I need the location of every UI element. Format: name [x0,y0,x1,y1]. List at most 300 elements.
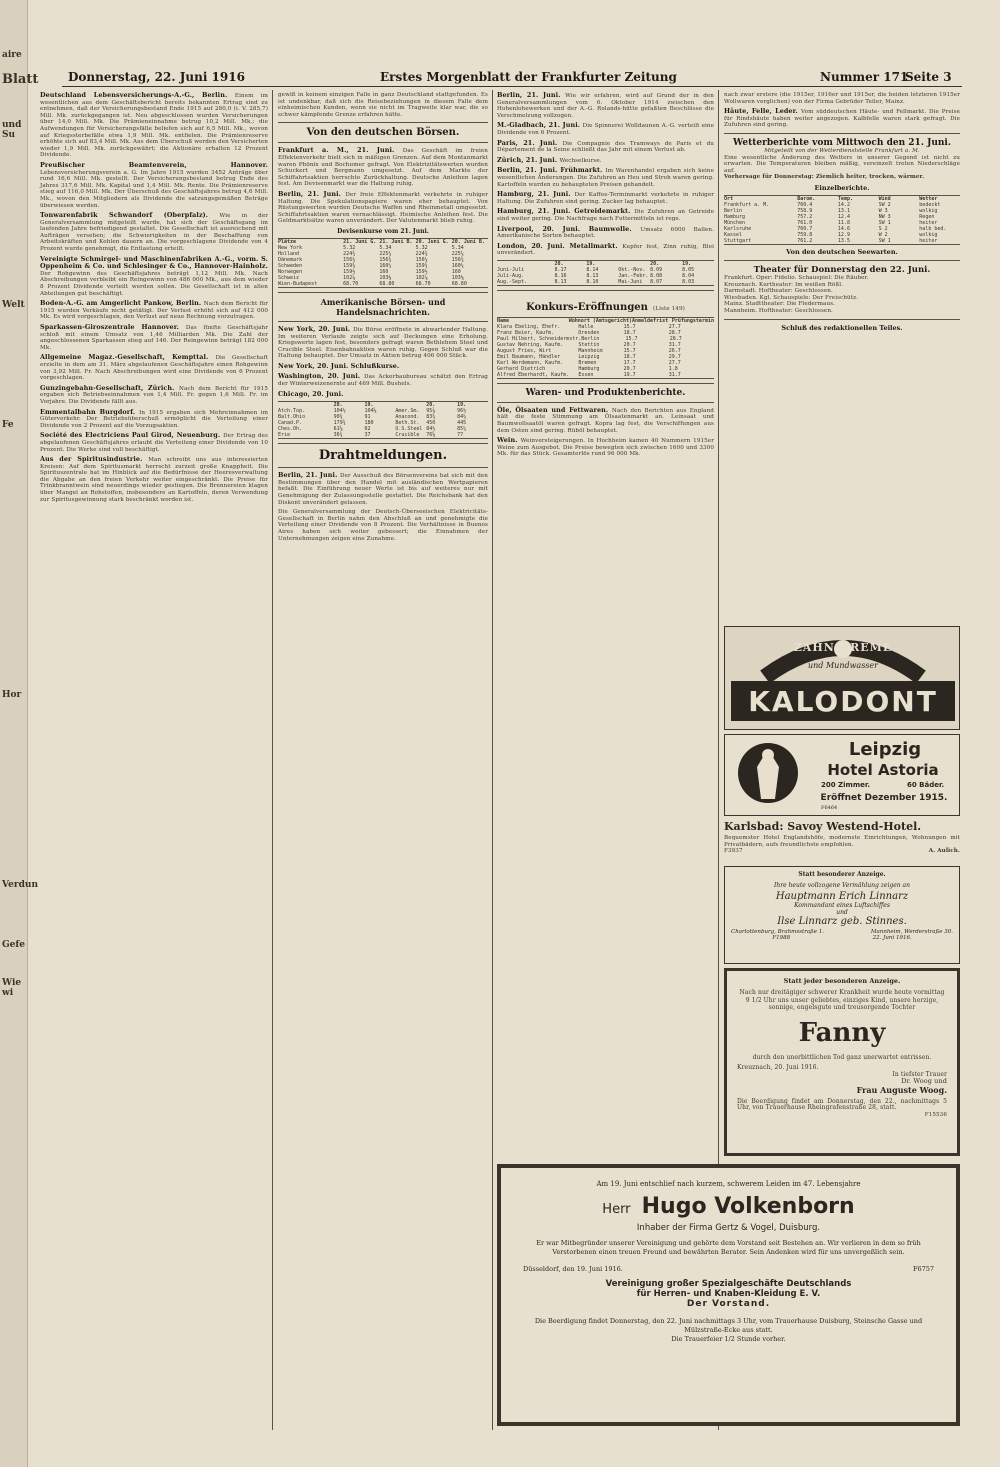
weather-obs-cell: SW 1 [878,219,891,226]
konkurs-cell: Hamburg [578,365,600,372]
konkurs-cell: 1.8 [668,365,678,372]
nyc-cell: 76⅝ [426,432,436,439]
market-report-body: Der Kaffee-Terminmarkt verkehrte in ruhiger Haltung. Die Zufuhren sind gering. Zucker lag behauptet. [497,192,715,205]
article-body: Lebensversicherungsverein a. G. Im Jahre 1915 wurden 3452 Anträge über rund 16,6 Mill. Mk. gestellt. Der Versicherungsbestand betrug Ende des Jahres 317,6 Mill. Mk. Kapital und 1,4 Mill. Mk. Rente. Die Prämienreserve stieg auf 116,0 Mill. Mk. Der Überschuß des Geschäftsjahres betrug 4,6 Mill. Mk., wovon den Mitgliedern als Dividende die satzungsgemäßen Beträge überwiesen werden. [40,169,268,209]
devisen-cell: 156¼ [343,256,356,263]
weather-obs-cell: bedeckt [919,201,941,208]
market-report-body: Kupfer fest, Zinn ruhig, Blei unverändert. [497,243,714,257]
weather-obs-cell: 758.9 [797,207,813,214]
article [40,162,268,209]
fanny-code: F15536 [924,1111,947,1118]
nyc-cell: 19. [457,402,467,409]
weather-obs-cell: 13.5 [837,237,850,244]
amerika-report [278,326,488,360]
konkurs-cell: Name [497,317,510,324]
weather-obs-cell: München [724,219,746,226]
devisen-cell: 5.34 [379,244,392,251]
devisen-cell: 102⅞ [343,274,356,281]
amerika-report-heading: New York, 20. Juni. Schlußkurse. [278,361,400,370]
waren-report-heading: Wein. [497,436,521,445]
astoria-baths: 60 Bäder. [907,781,945,789]
market-report-body: Die Zufuhren an Getreide sind weiter gering. Die Nachfrage nach Futtermitteln ist rege. [497,209,714,222]
market-report-body: Wie wir erfahren, wird auf Grund der in den Generalversammlungen vom 6. Oktober 1914 zwischen den Hohenlohewerken und der A.-G. Rolands-hütte gefaßten Beschlüsse die Verschmelzung vollzogen. [497,93,714,119]
karlsbad-code: F3937 [724,848,743,855]
wedding-code: F1988 [772,935,791,941]
drahtmeldung-body: Die Generalversammlung der Deutsch-Überseeischen Elektricitäts-Gesellschaft in Berlin nahm den Abschluß an und genehmigte die Verteilung einer Dividende von 8 Prozent. Die Verhältnisse in Buenos Aires haben sich weiter gebessert; die Einnahmen der Unternehmungen zeigen eine Zunahme. [278,509,488,542]
drahtmeldung [278,509,488,542]
article-heading: Vereinigte Schmirgel- und Maschinenfabriken A.-G., vorm. S. Oppenheim & Co. und Schlesinger & Co., Hannover-Hainholz. [40,254,268,271]
article-body: Die Gesellschaft erzielte in dem am 31. März abgelaufenen Geschäftsjahre einen Rohgewinn von 3,92 Mill. Fr. Nach Abschreibungen wird eine Dividende von 6 Prozent vorgeschlagen. [40,355,268,382]
devisen-cell: Schweden [278,262,303,269]
cotton-cell: 20. [554,260,564,267]
waren-report [497,437,714,458]
cotton-cell: 19. [682,260,692,267]
market-report-body: Vom süddeutschen Häute- und Fellmarkt. Die Preise für Rindshäute haben weiter angezogen. Kalbfelle waren stark gefragt. Die Zufuhren sind gering. [724,109,961,129]
konkurs-note: (Liste 149) [653,305,685,312]
cotton-cell: 8.10 [586,278,599,285]
amerika-report-heading: Washington, 20. Juni. [278,372,364,381]
konkurs-cell: Mannheim [578,347,603,354]
amerika-report-heading: New York, 20. Juni. [278,324,354,333]
konkurs-cell: Leipzig [578,353,600,360]
article-heading: Sparkassen-Giroszentrale Hannover. [40,323,186,331]
seewarten-title: Von den deutschen Seewarten. [786,247,898,256]
article-heading: Boden-A.-G. am Amgerlicht Pankow, Berlin. [40,299,204,308]
devisen-cell: 159¾ [343,262,356,269]
boersen-report-heading: Frankfurt a. M., 21. Juni. [278,146,403,155]
volkenborn-code: F6757 [912,1265,934,1273]
volkenborn-header: Am 19. Juni entschlief nach kurzem, schwerem Leiden im 47. Lebensjahre [596,1180,861,1188]
nyc-cell: 61⅝ [333,426,343,433]
weather-obs-cell: 759.8 [797,231,813,238]
market-report-heading: Zürich, 21. Juni. [497,155,560,164]
cotton-quotes-table [497,260,714,286]
market-report [724,108,960,129]
article-body: Der Ertrag des abgelaufenen Geschäftsjahres erlaubt die Verteilung einer Dividende von 10 Prozent. Die Werke sind voll beschäftigt. [40,433,268,453]
cotton-cell: 8.08 [650,272,663,279]
amerika-report-body: Die Börse eröffnete in abwartender Haltung. Im weiteren Verlaufe zeigte sich auf Deckungen eine Erholung. Kriegswerte lagen fest, besonders gefragt waren Bethlehem Steel und Crucible Steel. Eisenbahnaktien waren ruhig. Gegen Schluß war die Haltung behauptet. Der Umsatz in Aktien betrug 406 000 Stück. [278,326,488,360]
devisen-cell: Schweiz [278,274,300,281]
volkenborn-role: Inhaber der Firma Gertz & Vogel, Duisburg. [636,1223,821,1233]
wedding-announcement [724,866,960,964]
market-report-heading: Hamburg, 21. Juni. Getreidemarkt. [497,207,635,216]
column-divider [272,90,273,1430]
cotton-cell: Juli-Aug. [497,272,525,279]
kalodont-ad [724,626,960,730]
column-divider [492,90,493,1430]
konkurs-cell: August Fries, Wirt [497,347,552,354]
article [40,300,268,321]
devisen-cell: Wien-Budapest [278,280,318,287]
market-report [497,191,714,205]
market-report-heading: Hamburg, 21. Juni. [497,190,575,199]
weather-obs-cell: 14.6 [837,225,850,232]
konkurs-cell: Wohnort (Amtsgericht) [568,317,632,324]
konkurs-cell: Anmeldefrist [631,317,669,324]
karlsbad-headline: Karlsbad: Savoy Westend-Hotel. [724,820,922,833]
astoria-rooms: 200 Zimmer. [821,781,870,789]
devisen-cell: 156¾ [451,256,464,263]
fanny-header: Statt jeder besonderen Anzeige. [783,977,901,985]
weather-obs-cell: 761.0 [797,219,813,226]
article-body: Wie in der Generalversammlung mitgeteilt wurde, hat sich der Geschäftsgang im laufenden Jahre befriedigend gestaltet. Die Gesellschaft ist ausreichend mit Aufträgen versehen; die Schwierigkeiten in der Beschaffung von Arbeitskräften und Kohlen dauern an. Die vorgeschlagene Dividende von 4 Prozent wurde genehmigt, die Entlastung erteilt. [40,213,269,253]
article-heading: Aus der Spiritusindustrie. [40,455,149,464]
weather-obs-cell: 14.2 [837,201,850,208]
konkurs-cell: Paul Hilbert, Schneidermstr. [497,335,582,342]
nyc-cell: Beth.St. [395,420,420,427]
drahtmeldung [278,472,488,506]
weather-obs-cell: Ort [724,195,734,202]
nyc-cell: 85¼ [457,426,467,433]
konkurs-cell: 27.7 [668,323,681,330]
nyc-cell: 20. [333,402,343,409]
article [40,432,268,453]
weather-forecast: Vorhersage für Donnerstag: Ziemlich heiter, trocken, wärmer. [724,174,925,181]
wedding-line1: Ihre heute vollzogene Vermählung zeigen an [774,882,910,889]
wedding-line2: Kommandant eines Luftschiffes [794,902,890,909]
kalodont-arch-text: ZAHN-CREME [793,641,893,654]
devisen-cell: 68.80 [379,280,395,287]
devisen-cell: 5.32 [343,244,356,251]
konkurs-row [497,372,714,378]
weather-obs-cell: 12.9 [837,231,850,238]
konkurs-title: Konkurs-Eröffnungen [526,301,648,313]
waren-report-body: Nach den Berichten aus England hält die feste Stimmung am Ölsaatenmarkt an. Leinsaat und Baumwollsaatöl waren gefragt. Kopra lag fest, die Verschiffungen aus dem Osten sind gering. Rüböl behauptet. [497,407,714,434]
konkurs-cell: 20.7 [623,341,636,348]
konkurs-cell: 18.7 [623,329,636,336]
waren-title: Waren- und Produktenberichte. [525,387,686,398]
cotton-cell: 20. [650,260,660,267]
devisen-cell: 5.34 [451,244,464,251]
cotton-cell: Jan.-Febr. [618,272,649,279]
devisen-cell: 103⅛ [451,274,464,281]
nyc-cell: 83¾ [426,414,436,421]
nyc-cell: 20. [426,402,436,409]
waren-report-body: Weinversteigerungen. In Hochheim kamen 40 Nummern 1915er Weine zum Ausgebot. Die Preise bewegten sich zwischen 1600 und 3300 Mk. für das Stück. Gesamterlös rund 96 000 Mk. [497,438,714,458]
market-report-heading: M.-Gladbach, 21. Juni. [497,121,583,130]
fanny-text1: Nach nur dreitägiger schwerer Krankheit wurde heute vormittag 9 1/2 Uhr uns unser geliebtes, einziges Kind, unsere herzige, sonnige, engelsgute und treusorgende Tochter [739,989,945,1011]
article-body: Der Rohgewinn des Geschäftsjahres beträgt 1,12 Mill. Mk. Nach Abschreibungen verbleibt ein Reingewinn von 486 000 Mk., aus dem wieder 8 Prozent Dividende verteilt werden sollen. Die Gesellschaft ist in allen Abteilungen gut beschäftigt. [40,270,268,297]
weather-obs-cell: W 2 [878,231,888,238]
column-2 [278,92,488,1430]
new-york-quotes-table [278,401,488,439]
nyc-cell: 84½ [426,426,436,433]
cotton-cell: 8.17 [554,266,567,273]
nyc-cell: 104⅝ [364,408,377,415]
weather-title: Wetterberichte vom Mittwoch den 21. Juni. [733,137,951,148]
column-4 [724,92,960,612]
weather-text: Eine wesentliche Änderung des Wetters in unserer Gegend ist nicht zu erwarten. Die Temperaturen bleiben mäßig, vereinzelt treten Niederschläge auf. [724,154,960,174]
weather-obs-cell: S 2 [878,225,888,232]
devisen-cell: 159½ [343,268,356,275]
market-report-body: Umsatz 6000 Ballen. Amerikanische Sorten behauptet. [497,226,715,240]
hotel-astoria-ad [724,734,960,816]
weather-obs-cell: halb bed. [919,225,947,232]
market-report [497,157,714,165]
devisen-cell: 21. Juni G. [343,238,377,245]
masthead-number: Nummer 171 [820,70,909,84]
gutter-fragment: Verdun [2,880,39,890]
gutter-fragment: Wie wi [2,978,22,998]
nyc-cell: 77 [457,432,464,439]
wedding-place2: Mannheim, Werderstraße 30. [870,929,953,935]
volkenborn-org1: Vereinigung großer Spezialgeschäfte Deutschlands [605,1279,852,1289]
article-body: Nach dem Bericht für 1915 wurden Verkäufe nicht getätigt. Der Verlust erhöht sich auf 412 000 Mk. Es wird vorgeschlagen, den Verlust auf neue Rechnung vorzutragen. [40,301,268,321]
cotton-cell: 8.16 [554,272,567,279]
continued-article: gewiß in keinem einzigen Falle in ganz Deutschland stattgefunden. Es ist undenkbar, daß sich die Reisebeziehungen in diesem Falle dem einheimischen Kunden, wenn sie nicht im Tragweite klar war, die so schwer kämpfende Grenze erfahren hätte. [278,92,488,118]
weather-obs-cell: W 3 [878,207,888,214]
volkenborn-feier: Die Trauerfeier 1/2 Stunde vorher. [671,1335,786,1343]
waren-report-heading: Öle, Ölsaaten und Fettwaren. [497,405,612,414]
devisen-cell: 20. Juni B. [451,238,485,245]
obituary-fanny [724,968,960,1156]
weather-obs-cell: heiter [919,237,938,244]
boersen-report [278,191,488,225]
nyc-cell: Erie [278,432,291,439]
article-heading: Tonwarenfabrik Schwandorf (Oberpfalz). [40,211,220,220]
section-title-drahtmeldungen: Drahtmeldungen. [318,448,448,464]
devisen-cell: 103⅛ [379,274,392,281]
cotton-cell: 8.13 [586,272,599,279]
konkurs-cell: Dresden [578,329,600,336]
nyc-cell: 37 [364,432,371,439]
weather-obs-cell: Kassel [724,231,743,238]
market-report [724,92,960,105]
article [40,385,268,406]
devisen-cell: 102⅞ [415,274,428,281]
fanny-signer: Dr. Woog und [901,1077,947,1086]
devisen-cell: 68.70 [415,280,431,287]
amerika-report [278,391,488,399]
weather-obs-cell: SW 2 [878,201,891,208]
nyc-row [278,432,488,438]
article [40,92,268,159]
drahtmeldung-heading: Berlin, 21. Juni. [278,471,341,480]
konkurs-cell: 31.7 [668,371,681,378]
astoria-opened: Eröffnet Dezember 1915. [820,793,948,803]
nyc-cell: U.S.Steel [395,426,423,433]
nyc-cell: 91 [364,414,371,421]
article-heading: Gunzingebahn-Gesellschaft, Zürich. [40,383,179,392]
devisen-cell: 160 [451,268,461,275]
konkurs-cell: 17.7 [623,359,636,366]
weather-obs-cell: 12.4 [837,213,850,220]
amerika-report-body: Das Ackerbaubureau schätzt den Ertrag der Winterweizenernte auf 469 Mill. Bushels. [278,374,488,388]
article [40,456,268,503]
konkurs-cell: 15.7 [623,323,636,330]
column-1 [40,92,268,1430]
amerika-report [278,373,488,387]
devisen-cell: 68.70 [343,280,359,287]
market-report-heading: London, 20. Juni. Metallmarkt. [497,241,623,250]
volkenborn-text: Er war Mitbegründer unserer Vereinigung und gehörte dem Vorstand seit Bestehen an. Wir verlieren in dem so früh Verstorbenen einen treuen Freund und bewährten Berater. Sein Andenken wird für uns unvergeßlich sein. [536,1239,921,1256]
nyc-cell: 104½ [333,408,346,415]
weather-obs-cell: Wind [878,195,891,202]
cotton-cell: Mai-Juni [618,278,643,285]
market-report-heading: Berlin, 21. Juni. [497,91,566,99]
astoria-hotel-name: Hotel Astoria [827,761,939,779]
fanny-mourn: In tiefster Trauer [892,1070,947,1078]
article [40,256,268,298]
market-report [497,208,714,222]
gutter-fragment: und Su [2,120,22,140]
konkurs-cell: 26.7 [668,347,681,354]
astoria-city: Leipzig [848,739,922,760]
nyc-cell: Amer.Sm. [395,408,420,415]
cotton-cell: 19. [586,260,596,267]
devisen-cell: 160¼ [379,262,392,269]
weather-obs-cell: Barom. [797,195,816,202]
cotton-row [497,279,714,285]
nyc-cell: 90¾ [333,414,343,421]
weather-obs-cell: 757.2 [797,213,813,220]
cotton-cell: 8.07 [650,278,663,285]
theater-entry: Kreuznach. Kurtheater: Im weißen Rößl. [724,281,843,288]
devisen-cell: 5.32 [415,244,428,251]
weather-subtitle: Mitgeteilt von der Wetterdienststelle Frankfurt a. M. [764,147,920,154]
weather-obs-cell: Frankfurt a. M. [724,201,770,208]
cotton-cell: Juni-Juli [497,266,525,273]
konkurs-cell: Bremen [578,359,597,366]
cotton-cell: 8.13 [554,278,567,285]
devisen-cell: Norwegen [278,268,303,275]
article-heading: Emmentalbahn Burgdorf. [40,407,140,416]
wedding-name1: Hauptmann Erich Linnarz [775,891,909,902]
gutter-fragment: Blatt [2,72,39,87]
boersen-report-body: Der freie Effektenmarkt verkehrte in ruhiger Haltung. Die Spekulationspapiere waren eher behauptet. Von Rüstungswerten wurden Deutsche Waffen und Rheinmetall umgesetzt. Schiffahrtsaktien waren vernachlässigt. Heimische Anleihen fest. Die Geldmarktsätze waren unverändert. Der Valutenmarkt blieb ruhig. [278,191,488,225]
article [40,409,268,430]
konkurs-cell: Gustav Nehring, Kaufm. [497,341,564,348]
theater-entry: Mainz. Stadttheater: Die Fledermaus. [724,301,835,308]
devisen-cell: Dänemark [278,256,303,263]
wedding-place1: Charlottenburg, Brahmsstraße 1. [731,929,825,935]
boersen-report [278,147,488,188]
nyc-cell: 450 [426,420,436,427]
weather-obs-cell: 13.1 [837,207,850,214]
theater-entry: Frankfurt. Oper: Fidelio. Schauspiel: Die Räuber. [724,274,869,281]
devisen-cell: 160¼ [451,262,464,269]
weather-observation-table [724,195,960,245]
fanny-signer2: Frau Auguste Woog. [856,1084,947,1095]
nyc-cell: 179¾ [333,420,346,427]
konkurs-cell: 28.7 [668,329,681,336]
nyc-cell: 19. [364,402,374,409]
cotton-cell: Aug.-Sept. [497,278,528,285]
volkenborn-org3: Der Vorstand. [686,1299,771,1309]
article [40,212,268,253]
masthead-page: Seite 3 [905,70,952,84]
article-heading: Preußischer Beamtenverein, Hannover. [40,160,268,169]
theater-title: Theater für Donnerstag den 22. Juni. [753,264,931,275]
market-report-body: Wechselkurse. [559,157,602,164]
masthead-paper-name: Erstes Morgenblatt der Frankfurter Zeitung [380,70,677,84]
wedding-name2: Ilse Linnarz geb. Stinnes. [777,916,907,927]
market-report-body: nach zwar erstere (die 1915er, 1916er und 1915er, die beiden letzteren 1915er Wollwaren verglichen) von der Firma Gebrüder Teiler, Mainz. [724,92,960,105]
weather-obs-cell: Temp. [837,195,853,202]
konkurs-table [497,317,714,379]
waren-report [497,407,714,434]
devisen-cell: 159½ [415,268,428,275]
volkenborn-place: Düsseldorf, den 19. Juni 1916. [523,1265,623,1273]
observation-title: Einzelberichte. [814,183,870,192]
devisen-cell: 225¼ [379,250,392,257]
volkenborn-name: Hugo Volkenborn [641,1194,855,1219]
market-report-body: Im Warenhandel ergaben sich keine wesentlichen Änderungen. Die Zufuhren an Heu und Stroh waren gering. Kartoffeln wurden zu behaupteten Preisen gehandelt. [497,168,714,188]
nyc-cell: 96½ [457,408,467,415]
konkurs-cell: Gerhard Dietrich [497,365,546,372]
section-title-amerika: Amerikanische Börsen- und Handelsnachrichten. [320,296,446,317]
konkurs-cell: Essen [578,371,594,378]
nyc-cell: Atch.Top. [278,408,306,415]
devisen-cell: 156¾ [379,256,392,263]
volkenborn-org2: für Herren- und Knaben-Kleidung E. V. [636,1289,821,1299]
nyc-cell: 36¾ [333,432,343,439]
devisen-title: Devisenkurse vom 21. Juni. [337,227,429,235]
cotton-cell: 8.03 [682,278,695,285]
devisen-cell: 160 [379,268,389,275]
obituary-volkenborn [497,1164,960,1426]
konkurs-cell: 15.7 [625,335,638,342]
nyc-cell: Anacond. [395,414,420,421]
devisen-cell: 224¾ [343,250,356,257]
weather-obs-cell: heiter [919,219,938,226]
devisen-table [278,238,488,288]
konkurs-cell: Halle [578,323,594,330]
fanny-name: Fanny [798,1017,886,1048]
article-heading: Société des Electriciens Paul Girod, Neuenburg. [40,431,224,440]
weather-obs-cell: Stuttgart [724,237,752,244]
devisen-cell: 159¾ [415,262,428,269]
devisen-row [278,281,488,287]
devisen-cell: Plätze [278,238,297,245]
astoria-emblem [733,739,803,813]
konkurs-cell: 27.7 [668,359,681,366]
fanny-place: Kreuznach, 20. Juni 1916. [737,1064,819,1071]
volkenborn-burial: Die Beerdigung findet Donnerstag, den 22. Juni nachmittags 3 Uhr, vom Trauerhause Duisburg, Steinsche Gasse und Mülzstraße-Ecke aus statt. [534,1317,923,1334]
gutter-fragment: Welt [2,300,25,310]
wedding-date: 22. Juni 1916. [872,935,912,941]
weather-obs-cell: 11.8 [837,219,850,226]
weather-obs-cell: Hamburg [724,213,746,220]
drahtmeldung-body: Der Ausschuß des Börsenvereins hat sich mit den Bestimmungen über den Handel mit ausländischen Wertpapieren befaßt. Die Einführung neuer Werte ist bis auf weiteres nur mit Genehmigung der Zulassungsstelle gestattet. Die Reichsbank hat den Diskont unverändert gelassen. [278,473,488,506]
devisen-cell: Holland [278,250,300,257]
cotton-cell: 8.14 [586,266,599,273]
konkurs-cell: Karl Werdemann, Kaufm. [497,359,564,366]
market-report-heading: Liverpool, 20. Juni. Baumwolle. [497,224,641,233]
weather-obs-cell: wolkig [919,207,938,214]
fanny-text2: durch den unerbittlichen Tod ganz unerwartet entrissen. [752,1053,932,1061]
weather-obs-cell: 761.2 [797,237,813,244]
market-report [497,167,714,188]
nyc-cell: 95⅞ [426,408,436,415]
konkurs-cell: Alfred Eberhardt, Kaufm. [497,371,570,378]
theater-entry: Darmstadt. Hoftheater: Geschlossen. [724,288,833,295]
gutter-fragment: aire [2,50,22,60]
market-report [497,92,714,119]
devisen-cell: 20. Juni G. [415,238,449,245]
nyc-cell: Canad.P. [278,420,303,427]
article-heading: Deutschland Lebensversicherungs-A.-G., Berlin. [40,91,235,99]
masthead-rule [62,86,962,87]
market-report [497,226,714,240]
article-body: Einem im wesentlichen aus dem Geschäftsbericht bereits bekannten Ertrag sind zu entnehmen, daß der Versicherungsbestand Ende 1915 auf 280,0 (i. V. 285,7) Mill. Mk. zurückgegangen ist. Neu abgeschlossen wurden Versicherungen über 14,0 Mill. Mk. Die Prämieneinnahme betrug 10,2 Mill. Mk.; die Aufwendungen für Versicherungsfälle beliefen sich auf 6,5 Mill. Mk., wovon auf Kriegssterbefälle etwa 1,9 Mill. Mk. entfielen. Die Prämienreserve erhöhte sich auf 83,4 Mill. Mk. Aus dem Überschuß werden den Versicherten wieder 1,9 Mill. Mk. zurückgewährt; die Aktionäre erhalten 12 Prozent Dividende. [40,93,268,159]
konkurs-cell: 19.7 [623,371,636,378]
gutter-fragment: Fe [2,420,14,430]
masthead-date: Donnerstag, 22. Juni 1916 [68,70,245,84]
boersen-report-heading: Berlin, 21. Juni. [278,189,346,198]
karlsbad-hotel-ad [724,820,960,862]
amerika-report [278,363,488,371]
